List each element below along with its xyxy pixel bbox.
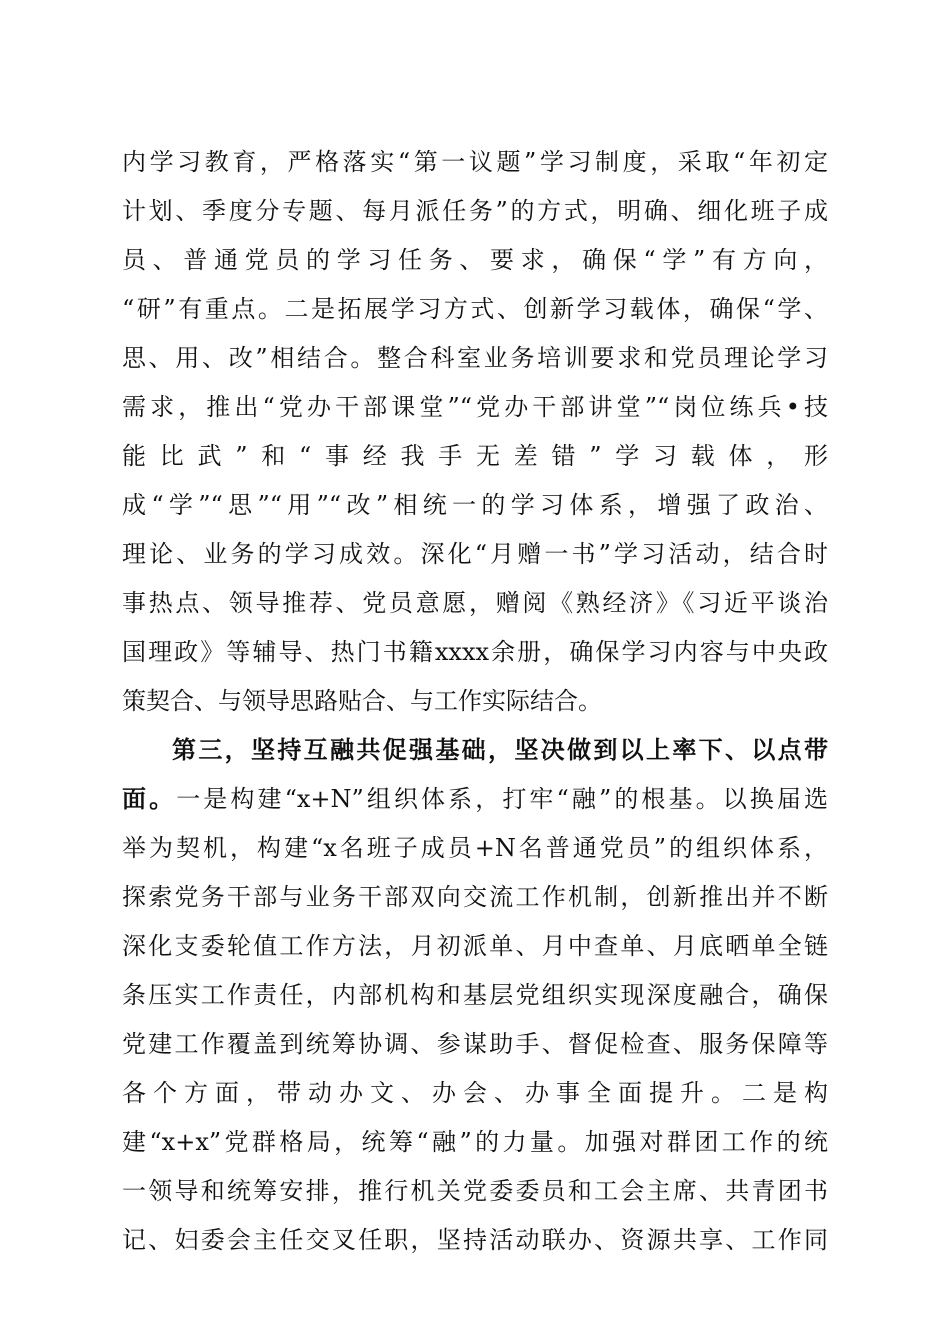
text-line: 成“学”“思”“用”“改”相统一的学习体系，增强了政治、: [122, 491, 828, 519]
text-line: 内学习教育，严格落实“第一议题”学习制度，采取“年初定: [122, 148, 828, 176]
text-line: 需求，推出“党办干部课堂”“党办干部讲堂”“岗位练兵•技: [122, 393, 828, 421]
text-line: 事热点、领导推荐、党员意愿，赠阅《熟经济》《习近平谈治: [122, 589, 828, 617]
text-line: 记、妇委会主任交叉任职，坚持活动联办、资源共享、工作同: [122, 1226, 828, 1254]
text-line: 各个方面，带动办文、办会、办事全面提升。二是构: [122, 1079, 828, 1107]
text-line: 理论、业务的学习成效。深化“月赠一书”学习活动，结合时: [122, 540, 828, 568]
text-line: 举为契机，构建“x名班子成员+N名普通党员”的组织体系，: [122, 834, 828, 862]
section-heading-end: 面。: [122, 784, 177, 813]
text-line: 一领导和统筹安排，推行机关党委委员和工会主席、共青团书: [122, 1177, 828, 1205]
text-line: 策契合、与领导思路贴合、与工作实际结合。: [122, 687, 602, 715]
text-line: 建“x+x”党群格局，统筹“融”的力量。加强对群团工作的统: [122, 1128, 828, 1156]
text-line: “研”有重点。二是拓展学习方式、创新学习载体，确保“学、: [122, 295, 828, 323]
text-line: 国理政》等辅导、热门书籍xxxx余册，确保学习内容与中央政: [122, 638, 828, 666]
text-line: 条压实工作责任，内部机构和基层党组织实现深度融合，确保: [122, 981, 828, 1009]
text-line: 计划、季度分专题、每月派任务”的方式，明确、细化班子成: [122, 197, 828, 225]
text-run: 一是构建“x+N”组织体系，打牢“融”的根基。以换届选: [176, 785, 828, 813]
section-heading-line: 第三，坚持互融共促强基础，坚决做到以上率下、以点带: [172, 735, 828, 764]
text-line: 党建工作覆盖到统筹协调、参谋助手、督促检查、服务保障等: [122, 1030, 828, 1058]
text-line: 能比武”和“事经我手无差错”学习载体，形: [122, 442, 828, 470]
text-line: 深化支委轮值工作方法，月初派单、月中查单、月底晒单全链: [122, 932, 828, 960]
text-line: 员、普通党员的学习任务、要求，确保“学”有方向，: [122, 246, 828, 274]
text-line: 思、用、改”相结合。整合科室业务培训要求和党员理论学习: [122, 344, 828, 372]
text-line-mixed: [122, 779, 828, 819]
text-line: 探索党务干部与业务干部双向交流工作机制，创新推出并不断: [122, 883, 828, 911]
